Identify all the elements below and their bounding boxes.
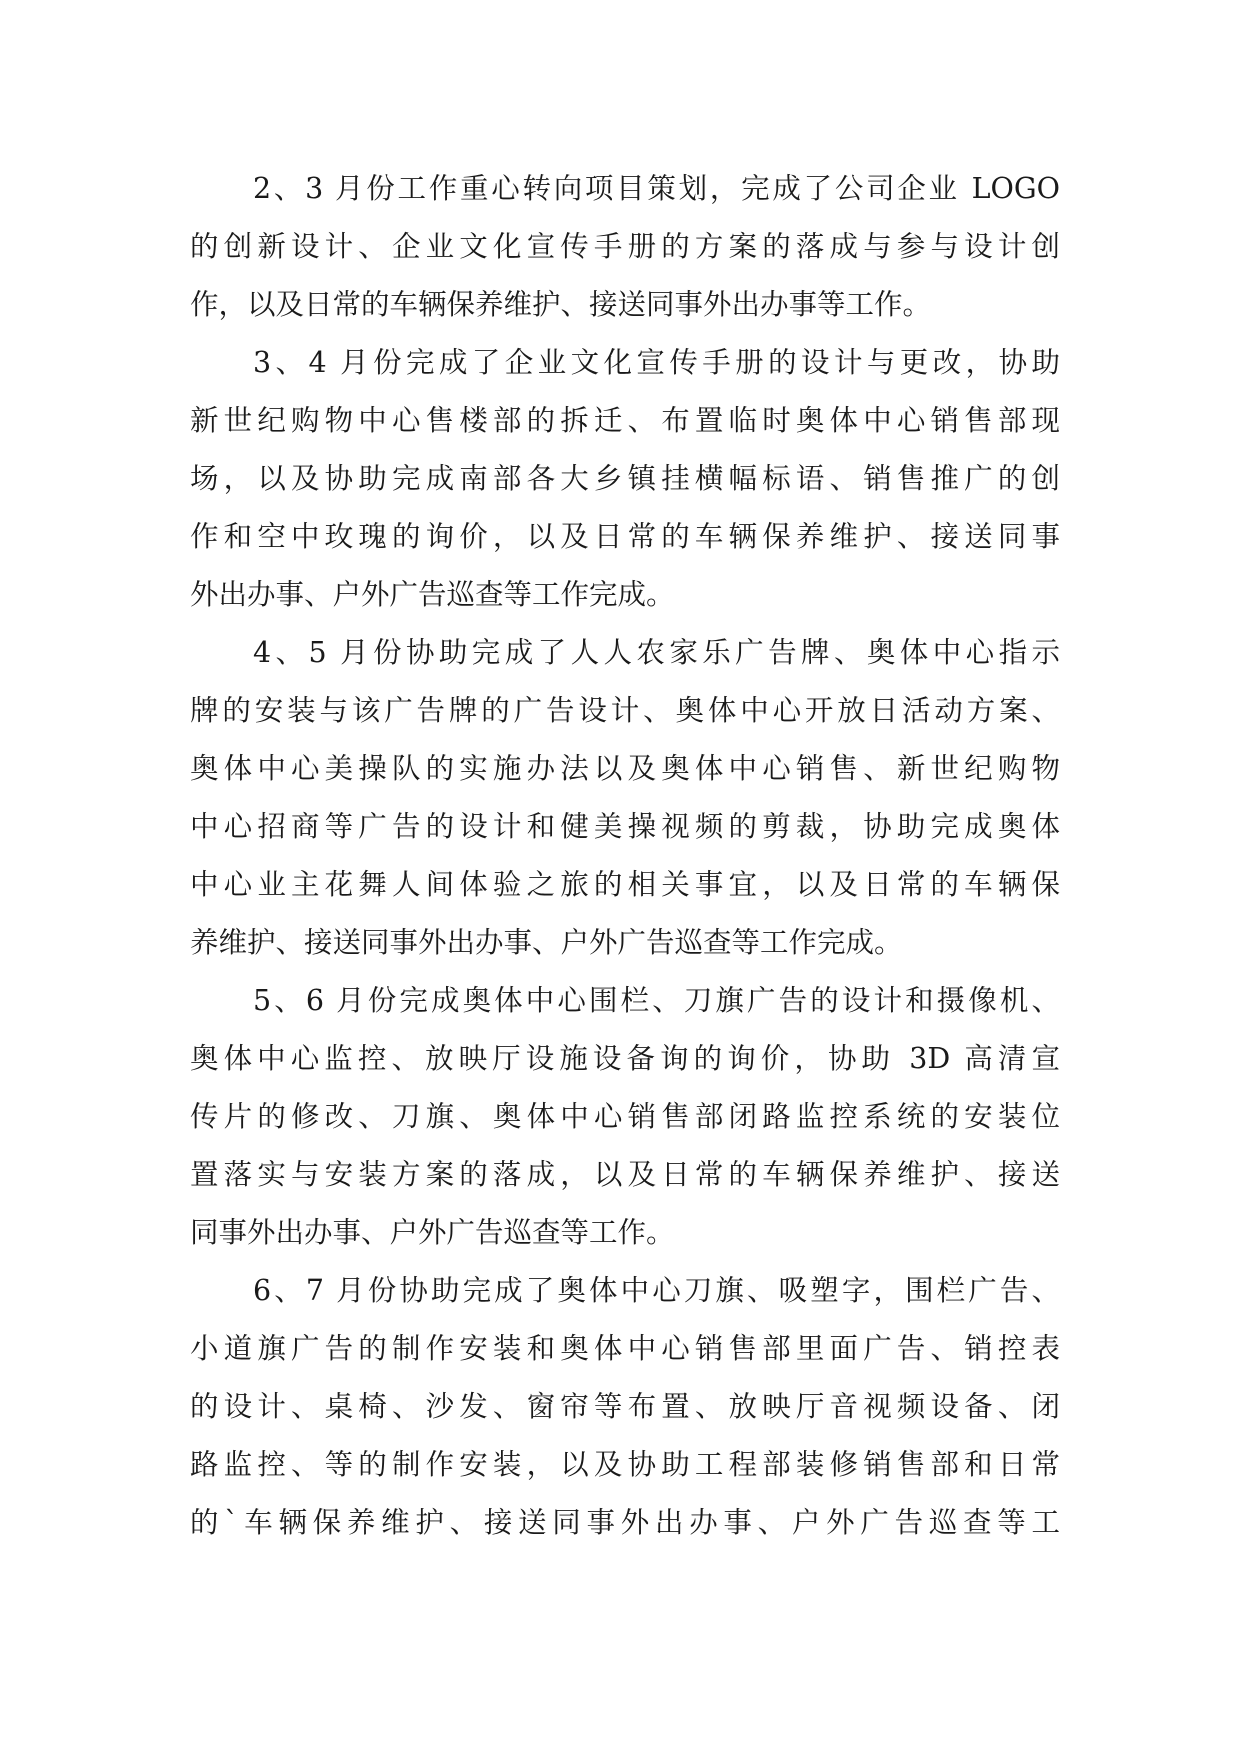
text-line: 的设计、桌椅、沙发、窗帘等布置、放映厅音视频设备、闭 [190,1390,1060,1423]
paragraph-2 [190,334,1060,624]
paragraph-5 [190,1262,1060,1552]
text-line: 中心业主花舞人间体验之旅的相关事宜，以及日常的车辆保 [190,868,1060,901]
text-line: 4、5 月份协助完成了人人农家乐广告牌、奥体中心指示 [253,636,1060,669]
text-line: 场，以及协助完成南部各大乡镇挂横幅标语、销售推广的创 [190,462,1060,495]
text-line: 传片的修改、刀旗、奥体中心销售部闭路监控系统的安装位 [190,1100,1060,1133]
text-line: 作，以及日常的车辆保养维护、接送同事外出办事等工作。 [190,288,932,321]
text-line: 路监控、等的制作安装，以及协助工程部装修销售部和日常 [190,1448,1060,1481]
text-line: 6、7 月份协助完成了奥体中心刀旗、吸塑字，围栏广告、 [253,1274,1060,1307]
paragraph-1 [190,160,1060,334]
text-line: 外出办事、户外广告巡查等工作完成。 [190,578,675,611]
text-line: 牌的安装与该广告牌的广告设计、奥体中心开放日活动方案、 [190,694,1060,727]
text-line: 同事外出办事、户外广告巡查等工作。 [190,1216,675,1249]
text-line: 新世纪购物中心售楼部的拆迁、布置临时奥体中心销售部现 [190,404,1060,437]
text-line: 2、3 月份工作重心转向项目策划，完成了公司企业 LOGO [253,172,1060,205]
text-line: 中心招商等广告的设计和健美操视频的剪裁，协助完成奥体 [190,810,1060,843]
text-line: 的创新设计、企业文化宣传手册的方案的落成与参与设计创 [190,230,1060,263]
text-line: 小道旗广告的制作安装和奥体中心销售部里面广告、销控表 [190,1332,1060,1365]
text-line: 作和空中玫瑰的询价，以及日常的车辆保养维护、接送同事 [190,520,1060,553]
text-line: 奥体中心监控、放映厅设施设备询的询价，协助 3D 高清宣 [190,1042,1060,1075]
text-line: 的`车辆保养维护、接送同事外出办事、户外广告巡查等工 [190,1506,1060,1539]
text-line: 5、6 月份完成奥体中心围栏、刀旗广告的设计和摄像机、 [253,984,1060,1017]
text-line: 奥体中心美操队的实施办法以及奥体中心销售、新世纪购物 [190,752,1060,785]
text-line: 3、4 月份完成了企业文化宣传手册的设计与更改，协助 [253,346,1060,379]
text-line: 置落实与安装方案的落成，以及日常的车辆保养维护、接送 [190,1158,1060,1191]
text-line: 养维护、接送同事外出办事、户外广告巡查等工作完成。 [190,926,903,959]
document-body [190,160,1060,1552]
paragraph-4 [190,972,1060,1262]
paragraph-3 [190,624,1060,972]
